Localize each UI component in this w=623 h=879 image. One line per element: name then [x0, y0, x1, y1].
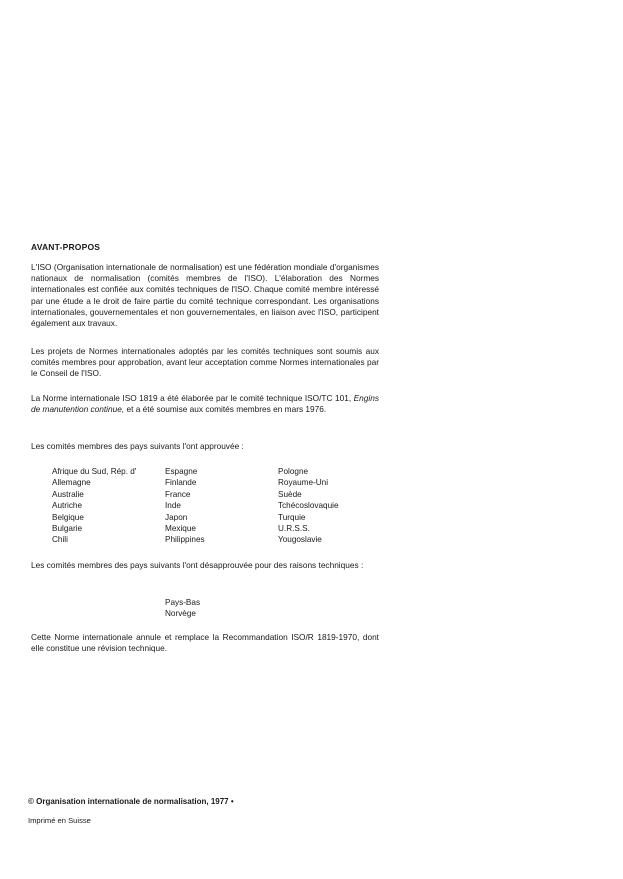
approved-column-3 [278, 466, 339, 546]
approved-column-2 [165, 466, 205, 546]
section-heading: AVANT-PROPOS [31, 242, 101, 252]
country-name: France [165, 489, 191, 499]
country-name: Afrique du Sud, Rép. d' [52, 467, 137, 476]
country-name: Turquie [278, 512, 306, 522]
country-name: Espagne [165, 467, 198, 476]
approved-intro: Les comités membres des pays suivants l'ont approuvée : [31, 441, 244, 451]
approval-paragraph: Les projets de Normes internationales adoptés par les comités techniques sont soumis aux comités membres pour approbation, avant leur acceptation comme Normes internationales par le Conseil de l'ISO. [31, 346, 379, 379]
country-name: U.R.S.S. [278, 524, 310, 534]
country-name: Pologne [278, 467, 309, 476]
country-name: Tchécoslovaquie [278, 501, 339, 511]
country-name: Philippines [165, 535, 205, 545]
country-name: Australie [52, 489, 84, 499]
standard-origin-paragraph [31, 393, 379, 415]
country-name: Mexique [165, 524, 196, 534]
country-name: Royaume-Uni [278, 478, 329, 488]
country-name: Chili [52, 535, 68, 545]
replacement-paragraph: Cette Norme internationale annule et remplace la Recommandation ISO/R 1819-1970, dont elle constitue une révision technique. [31, 632, 379, 654]
country-name: Finlande [165, 478, 197, 488]
intro-paragraph: L'ISO (Organisation internationale de normalisation) est une fédération mondiale d'organismes nationaux de normalisation (comités membres de l'ISO). L'élaboration des Normes internationales est confiée aux comités techniques de l'ISO. Chaque comité membre intéressé par une étude a le droit de faire partie du comité technique correspondant. Les organisations internationales, gouvernementales et non gouvernementales, en liaison avec l'ISO, participent également aux travaux. [31, 262, 379, 329]
country-name: Norvège [165, 609, 196, 619]
country-name: Belgique [52, 512, 84, 522]
origin-text-after: et a été soumise aux comités membres en mars 1976. [124, 404, 327, 415]
country-name: Bulgarie [52, 524, 83, 534]
copyright-notice: © Organisation internationale de normalisation, 1977 • [28, 797, 234, 806]
imprint-notice: Imprimé en Suisse [28, 816, 91, 825]
committee-title: Engins de manutention continue, [31, 393, 379, 415]
country-name: Allemagne [52, 478, 91, 488]
disapproved-list [165, 597, 200, 620]
country-name: Pays-Bas [165, 598, 201, 607]
country-name: Suède [278, 489, 302, 499]
approved-column-1 [52, 466, 136, 546]
country-name: Yougoslavie [278, 535, 322, 545]
origin-text-before: La Norme internationale ISO 1819 a été élaborée par le comité technique ISO/TC 101, [31, 393, 354, 403]
disapproved-intro: Les comités membres des pays suivants l'ont désapprouvée pour des raisons techniques : [31, 560, 364, 570]
country-name: Inde [165, 501, 181, 511]
country-name: Japon [165, 512, 188, 522]
country-name: Autriche [52, 501, 83, 511]
